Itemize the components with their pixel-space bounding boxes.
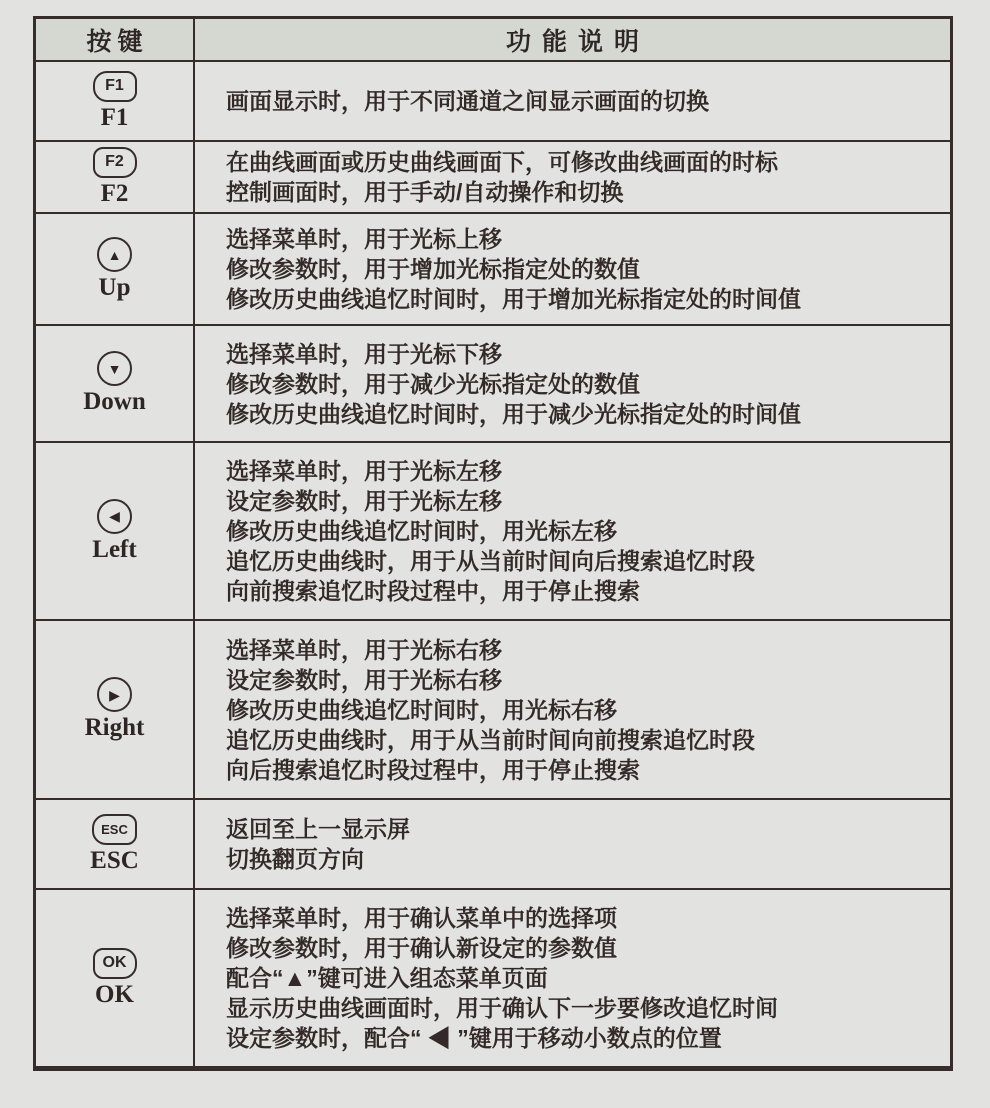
- table-row: [36, 214, 950, 326]
- description-line: 修改历史曲线追忆时间时，用于增加光标指定处的时间值: [226, 286, 801, 312]
- header-function-column: 功能说明: [505, 27, 650, 56]
- table-row: [36, 443, 950, 621]
- description-line: 追忆历史曲线时，用于从当前时间向前搜索追忆时段: [226, 726, 755, 753]
- description-line: 在曲线画面或历史曲线画面下，可修改曲线画面的时标: [226, 149, 778, 175]
- description-line: 显示历史曲线画面时，用于确认下一步要修改追忆时间: [226, 995, 778, 1021]
- description-line: 设定参数时，用于光标左移: [226, 488, 502, 514]
- table-body: [36, 62, 950, 1066]
- description-line: 设定参数时，配合“ ◀ ”键用于移动小数点的位置: [226, 1025, 722, 1051]
- function-description-lines: [226, 339, 940, 429]
- key-cell: [36, 621, 195, 798]
- key-label: Left: [92, 535, 137, 563]
- header-key-column: 按键: [36, 19, 195, 60]
- key-cell: [36, 326, 195, 441]
- description-line: 选择菜单时，用于光标左移: [226, 458, 502, 484]
- table-row: [36, 890, 950, 1066]
- table-row: [36, 326, 950, 443]
- description-line: 选择菜单时，用于光标上移: [226, 226, 502, 252]
- key-function-table: [33, 16, 953, 1071]
- function-description-lines: [226, 224, 940, 314]
- description-line: 修改历史曲线追忆时间时，用光标左移: [226, 518, 617, 544]
- description-line: 设定参数时，用于光标右移: [226, 666, 502, 693]
- key-cell: [36, 890, 195, 1066]
- description-line: 选择菜单时，用于确认菜单中的选择项: [226, 905, 617, 931]
- table-row: [36, 800, 950, 890]
- key-label: Right: [84, 714, 145, 741]
- description-line: 向后搜索追忆时段过程中，用于停止搜索: [226, 756, 640, 783]
- key-cell: [36, 142, 195, 212]
- ok-key-icon: OK: [93, 948, 137, 979]
- table-header-row: [36, 19, 950, 62]
- right-key-icon: ▶: [97, 677, 132, 712]
- description-line: 修改参数时，用于确认新设定的参数值: [226, 935, 617, 961]
- f2-key-icon: F2: [93, 147, 137, 178]
- key-label: Down: [83, 388, 146, 415]
- function-description-cell: [195, 142, 950, 212]
- description-line: 选择菜单时，用于光标下移: [226, 340, 502, 367]
- function-description-cell: [195, 890, 950, 1066]
- function-description-lines: [226, 456, 940, 606]
- description-line: 追忆历史曲线时，用于从当前时间向后搜索追忆时段: [226, 548, 755, 574]
- left-key-icon: ◀: [97, 499, 132, 534]
- function-description-lines: [226, 86, 940, 116]
- function-description-cell: [195, 326, 950, 441]
- key-cell: [36, 214, 195, 324]
- function-description-lines: [226, 147, 940, 207]
- description-line: 画面显示时，用于不同通道之间显示画面的切换: [226, 88, 709, 114]
- description-line: 修改历史曲线追忆时间时，用光标右移: [226, 696, 617, 723]
- function-description-cell: [195, 800, 950, 888]
- function-description-cell: [195, 621, 950, 798]
- key-cell: [36, 62, 195, 140]
- function-description-lines: [226, 635, 940, 785]
- description-line: 修改参数时，用于减少光标指定处的数值: [226, 370, 640, 397]
- key-cell: [36, 800, 195, 888]
- key-label: Up: [98, 273, 131, 301]
- key-label: ESC: [90, 846, 139, 874]
- function-description-lines: [226, 814, 940, 874]
- description-line: 向前搜索追忆时段过程中，用于停止搜索: [226, 578, 640, 604]
- function-description-lines: [226, 903, 940, 1053]
- function-description-cell: [195, 62, 950, 140]
- key-cell: [36, 443, 195, 619]
- key-label: F2: [100, 179, 129, 207]
- description-line: 控制画面时，用于手动/自动操作和切换: [226, 179, 624, 205]
- up-key-icon: ▲: [97, 237, 132, 272]
- function-description-cell: [195, 443, 950, 619]
- description-line: 配合“▲”键可进入组态菜单页面: [226, 965, 548, 991]
- key-label: OK: [95, 980, 134, 1008]
- function-description-cell: [195, 214, 950, 324]
- description-line: 修改历史曲线追忆时间时，用于减少光标指定处的时间值: [226, 400, 801, 427]
- key-label: F1: [100, 103, 129, 131]
- description-line: 返回至上一显示屏: [226, 816, 410, 842]
- table-row: [36, 621, 950, 800]
- description-line: 切换翻页方向: [226, 846, 364, 872]
- description-line: 修改参数时，用于增加光标指定处的数值: [226, 256, 640, 282]
- table-row: [36, 62, 950, 142]
- f1-key-icon: F1: [93, 71, 137, 102]
- table-row: [36, 142, 950, 214]
- description-line: 选择菜单时，用于光标右移: [226, 636, 502, 663]
- down-key-icon: ▼: [97, 351, 132, 386]
- esc-key-icon: ESC: [92, 814, 137, 845]
